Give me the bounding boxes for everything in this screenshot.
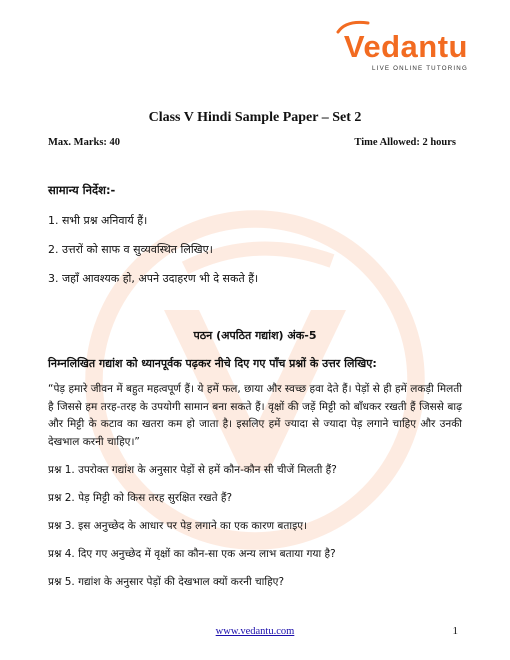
paper-title: Class V Hindi Sample Paper – Set 2	[148, 110, 362, 125]
passage-instruction: निम्नलिखित गद्यांश को ध्यानपूर्वक पढ़कर नीचे दिए गए पाँच प्रश्नों के उत्तर लिखिए:	[48, 357, 377, 370]
passage-text: “पेड़ हमारे जीवन में बहुत महत्वपूर्ण हैं। ये हमें फल, छाया और स्वच्छ हवा देते हैं। पेड़ों से ही हमें लकड़ी मिलती है जिससे हम तरह-तरह के उपयोगी सामान बना सकते हैं। वृक्षों की जड़ें मिट्टी को बाँधकर रखती हैं जिससे बाढ़ और मिट्टी के कटाव का खतरा कम हो जाता है। इसलिए हमें ज्यादा से ज्यादा पेड़ लगाने चाहिए और उनकी देखभाल करनी चाहिए।”	[48, 383, 462, 448]
time-allowed: Time Allowed: 2 hours	[354, 137, 456, 148]
question-item: प्रश्न 5. गद्यांश के अनुसार पेड़ों की देखभाल क्यों करनी चाहिए?	[48, 576, 285, 588]
page-number: 1	[452, 625, 458, 637]
logo-wordmark	[344, 30, 468, 64]
instruction-item: 2. उत्तरों को साफ व सुव्यवस्थित लिखिए।	[48, 243, 213, 256]
instruction-item: 3. जहाँ आवश्यक हो, अपने उदाहरण भी दे सकते हैं।	[48, 272, 259, 285]
instructions-heading: सामान्य निर्देश:-	[48, 183, 116, 197]
passage-heading: पठन (अपठित गद्यांश) अंक-5	[193, 329, 317, 342]
paper-meta-row	[48, 137, 456, 148]
footer-website-link[interactable]: www.vedantu.com	[215, 626, 295, 637]
logo-text: Vedantu	[343, 29, 468, 64]
question-item: प्रश्न 3. इस अनुच्छेद के आधार पर पेड़ लगाने का एक कारण बताइए।	[48, 520, 308, 532]
question-item: प्रश्न 4. दिए गए अनुच्छेद में वृक्षों का कौन-सा एक अन्य लाभ बताया गया है?	[48, 548, 336, 560]
logo-tagline: LIVE ONLINE TUTORING	[372, 65, 468, 72]
logo-swoosh-icon	[336, 20, 370, 34]
max-marks: Max. Marks: 40	[48, 137, 121, 148]
instruction-item: 1. सभी प्रश्न अनिवार्य हैं।	[48, 214, 148, 227]
vedantu-logo	[344, 30, 468, 72]
question-item: प्रश्न 1. उपरोक्त गद्यांश के अनुसार पेड़ों से हमें कौन-कौन सी चीजें मिलती हैं?	[48, 464, 337, 476]
question-item: प्रश्न 2. पेड़ मिट्टी को किस तरह सुरक्षित रखते हैं?	[48, 492, 233, 504]
